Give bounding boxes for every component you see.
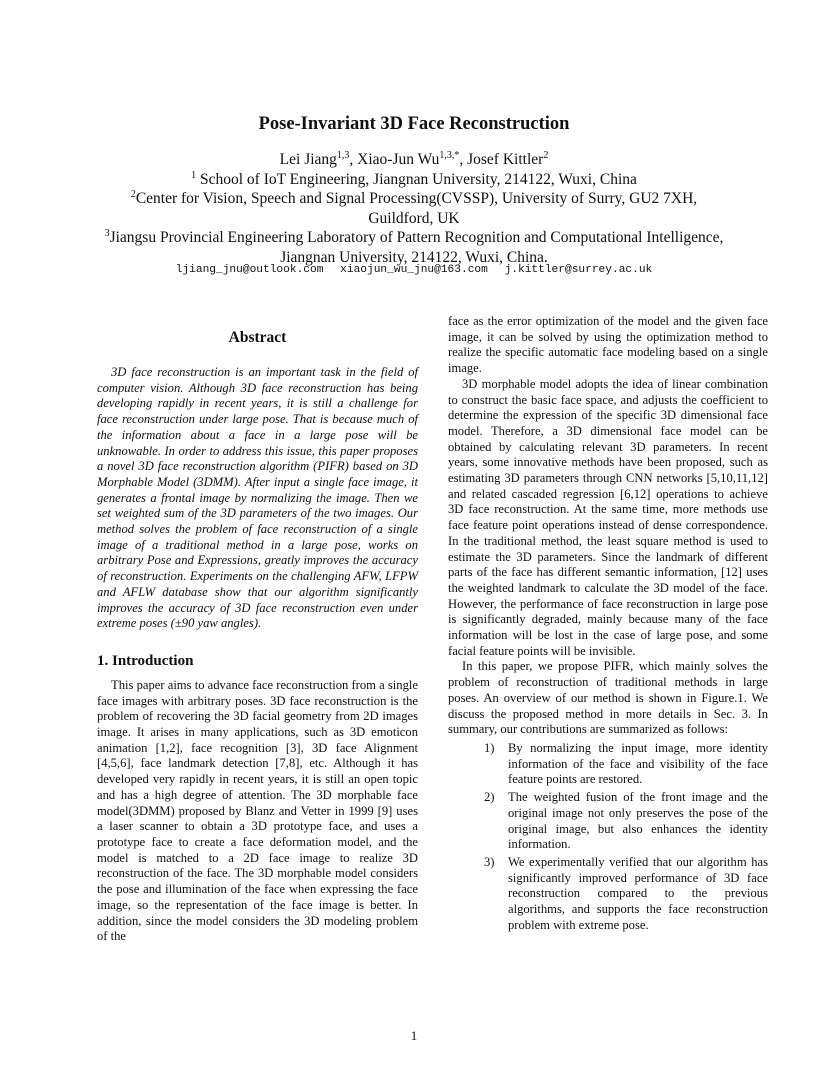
abstract-heading: Abstract <box>228 329 287 346</box>
intro-paragraph-1: This paper aims to advance face reconstruction from a single face images with arbitrary poses. 3D face reconstruction is the problem of recovering the 3D facial geometry from 2D images image. It arises in many applications, such as 3D emoticon animation [1,2], face recognition [3], 3D face Alignment [4,5,6], face landmark detection [7,8], etc. Although it has developed very rapidly in recent years, it is still an open topic and has a high degree of attention. The 3D morphable face model(3DMM) proposed by Blanz and Vetter in 1999 [9] uses a laser scanner to obtain a 3D prototype face, and uses a prototype face to create a face deformation model, and the model is matched to a 2D face image to realize 3D reconstruction of the face. The 3D morphable model considers the pose and illumination of the face when expressing the face image, so the representation of the face image is better. In addition, since the model considers the 3D modeling problem of the <box>97 677 418 944</box>
author-emails <box>0 264 828 276</box>
author-sup: 1,3 <box>336 150 350 161</box>
contributions-list <box>448 741 768 933</box>
intro-paragraph-1-continued: face as the error optimization of the model and the given face image, it can be solved by using the optimization method to realize the specific automatic face modeling based on a single image. <box>448 314 768 376</box>
intro-paragraph-3: In this paper, we propose PIFR, which mainly solves the problem of reconstruction of traditional methods in large poses. An overview of our method is shown in Figure.1. We discuss the proposed method in more details in Sec. 3. In summary, our contributions are summarized as follows: <box>448 659 768 737</box>
affiliation-3-cont: Jiangnan University, 214122, Wuxi, China. <box>280 248 548 266</box>
list-item: 1) By normalizing the input image, more identity information of the face and visibility of the face feature points are restored. <box>484 740 768 787</box>
abstract-text: 3D face reconstruction is an important task in the field of computer vision. Although 3D face reconstruction has being developing rapidly in recent years, it is still a challenge for face reconstruction under large pose. That is because much of the information about a face in a large pose will be unknowable. In order to address this issue, this paper proposes a novel 3D face reconstruction algorithm (PIFR) based on 3D Morphable Model (3DMM). After input a single face image, it generates a frontal image by normalizing the image. Then we set weighted sum of the 3D parameters of the two images. Our method solves the problem of face reconstruction of a single image of a traditional method in a large pose, works on arbitrary Pose and Expressions, greatly improves the accuracy of reconstruction. Experiments on the challenging AFW, LFPW and AFLW database show that our algorithm significantly improves the accuracy of 3D face reconstruction even under extreme poses (±90 yaw angles). <box>97 365 418 631</box>
affiliation-2: $^2$Center for Vision, Speech and Signal Processing(CVSSP), University of Surry, GU2 7XH, <box>130 189 698 208</box>
affiliation-3: $^3$Jiangsu Provincial Engineering Laboratory of Pattern Recognition and Computational Intelligence, <box>104 228 724 247</box>
author-sup: 2 <box>543 150 549 161</box>
page-number: 1 <box>410 1028 418 1043</box>
affiliation-1: $^1$ School of IoT Engineering, Jiangnan University, 214122, Wuxi, China <box>191 169 637 188</box>
list-item: 2) The weighted fusion of the front image and the original image not only preserves the pose of the original image, but also enhances the identity information. <box>484 790 768 852</box>
author-block <box>0 150 828 268</box>
author-name: Lei Jiang <box>279 151 337 168</box>
email: ljiang_jnu@outlook.com <box>175 264 324 276</box>
author-name: Josef Kittler <box>467 151 544 168</box>
list-item: 3) We experimentally verified that our algorithm has significantly improved performance of 3D face reconstruction compared to the previous algorithms, and supports the face reconstruction problem with extreme pose. <box>484 854 768 932</box>
left-column <box>97 329 418 945</box>
introduction-heading: 1. Introduction <box>97 652 194 669</box>
affiliation-2-cont: Guildford, UK <box>368 209 460 227</box>
author-sup: 1,3,* <box>439 150 460 161</box>
author-names: Lei Jiang$^{1,3}$, Xiao-Jun $Wu^{1,3,*}$, Josef Kittler$^2$ <box>279 150 549 168</box>
paper-title: Pose-Invariant 3D Face Reconstruction <box>258 114 570 134</box>
email: j.kittler@surrey.ac.uk <box>504 264 653 276</box>
right-column <box>448 314 768 935</box>
email: xiaojun_wu_jnu@163.com <box>340 264 488 276</box>
author-name: Xiao-Jun Wu <box>357 151 440 168</box>
intro-paragraph-2: 3D morphable model adopts the idea of linear combination to construct the basic face space, and adjusts the coefficient to determine the expression of the specific 3D dimensional face model. Therefore, a 3D dimensional face model can be obtained by calculating relevant 3D parameters. In recent years, some innovative methods have been proposed, such as estimating 3D parameters through CNN networks [5,10,11,12] and related cascaded regression [6,12] operations to achieve 3D face reconstruction. At the same time, more methods use face feature point operations instead of dense correspondence. In the traditional method, the least square method is used to estimate the 3D parameters. Since the landmark of different parts of the face has different semantic information, [12] uses the weighted landmark to calculate the 3D model of the face. However, the performance of face reconstruction in large pose is significantly degraded, mainly because many of the face information will be lost in the case of large pose, and some facial feature points will be invisible. <box>448 376 768 658</box>
